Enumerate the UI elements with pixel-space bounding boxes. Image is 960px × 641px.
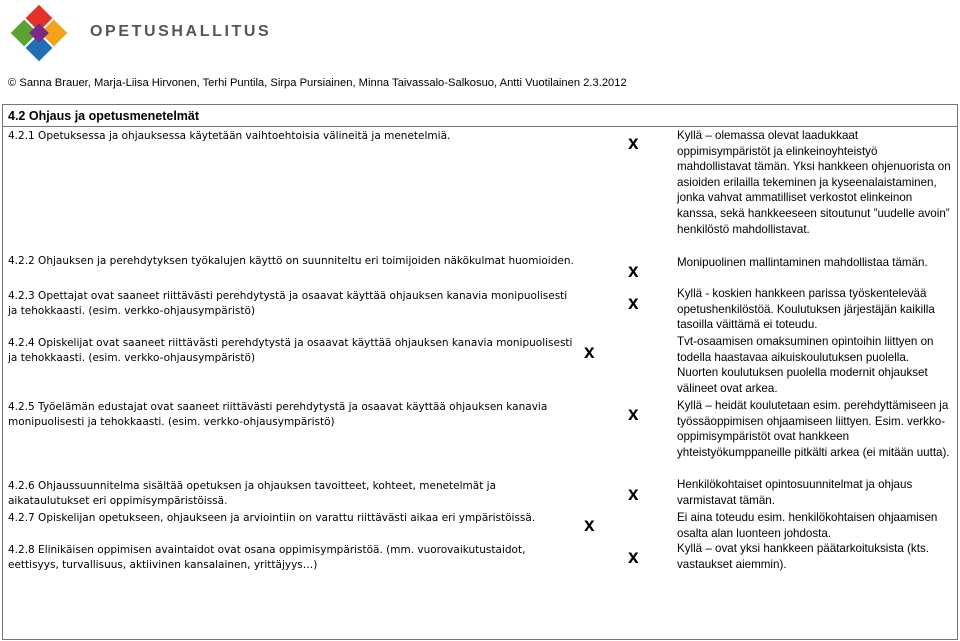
- item-4-2-7: 4.2.7 Opiskelijan opetukseen, ohjaukseen ja arviointiin on varattu riittävästi aikaa eri ympäristöissä.: [8, 512, 536, 524]
- comment-4-2-5: Kyllä – heidät koulutetaan esim. perehdyttämiseen ja työssäoppimisen ohjaamiseen liittyen. Esim. verkko-oppimisympäristöt ovat hankkeen yhteistyökumppaneille pitkälti arkea (ei mitään uutta).: [677, 399, 950, 459]
- opetushallitus-logo: [8, 2, 272, 64]
- comment-4-2-7: Ei aina toteudu esim. henkilökohtaisen ohjaamisen osalta alan luonteen johdosta.: [677, 511, 938, 540]
- evaluation-table: [2, 104, 958, 640]
- comment-4-2-6: Henkilökohtaiset opintosuunnitelmat ja ohjaus varmistavat tämän.: [677, 478, 913, 507]
- item-4-2-5: 4.2.5 Työelämän edustajat ovat saaneet riittävästi perehdytystä ja osaavat käyttää ohjauksen kanavia monipuolisesti ja tehokkaasti. (esim. verkko-ohjausympäristö): [8, 401, 548, 429]
- item-4-2-1: 4.2.1 Opetuksessa ja ohjauksessa käytetään vaihtoehtoisia välineitä ja menetelmiä.: [8, 130, 451, 142]
- item-4-2-3: 4.2.3 Opettajat ovat saaneet riittävästi perehdytystä ja osaavat käyttää ohjauksen kanavia monipuolisesti ja tehokkaasti. (esim. verkko-ohjausympäristö): [8, 290, 568, 318]
- check-mark: x: [584, 515, 595, 536]
- comment-4-2-1: Kyllä – olemassa olevat laadukkaat oppimisympäristöt ja elinkeinoyhteistyö mahdollistavat tämän. Yksi hankkeen ohjenuorista on asioiden erilailla tekeminen ja kyseenalaistaminen, jonka vahvat ammatilliset verkostot elinkeinon kanssa, sekä hankkeeseen sitoutunut ”uudelle avoin” henkilöstö mahdollistavat.: [677, 129, 951, 236]
- check-mark: x: [584, 342, 595, 363]
- logo-mark-icon: [8, 2, 70, 64]
- check-mark: x: [628, 133, 639, 154]
- comment-4-2-3: Kyllä - koskien hankkeen parissa työskentelevää opetushenkilöstöä. Koulutuksen järjestäjän kaikilla tasoilla väittämä ei toteudu.: [677, 287, 935, 332]
- check-mark: x: [628, 547, 639, 568]
- check-mark: x: [628, 484, 639, 505]
- check-mark: x: [628, 293, 639, 314]
- comment-4-2-8: Kyllä – ovat yksi hankkeen päätarkoituksista (kts. vastaukset aiemmin).: [677, 542, 929, 571]
- check-mark: x: [628, 404, 639, 425]
- check-mark: x: [628, 261, 639, 282]
- item-4-2-8: 4.2.8 Elinikäisen oppimisen avaintaidot ovat osana oppimisympäristöä. (mm. vuorovaikutustaidot, eettisyys, turvallisuus, aktiivinen kansalainen, yrittäjyys…): [8, 544, 526, 572]
- table-divider: [3, 126, 957, 127]
- copyright-credit: © Sanna Brauer, Marja-Liisa Hirvonen, Terhi Puntila, Sirpa Pursiainen, Minna Taivassalo-Salkosuo, Antti Vuotilainen 2.3.2012: [8, 77, 627, 89]
- comment-4-2-2: Monipuolinen mallintaminen mahdollistaa tämän.: [677, 256, 928, 269]
- logo-wordmark: OPETUSHALLITUS: [90, 23, 272, 40]
- section-title: 4.2 Ohjaus ja opetusmenetelmät: [8, 109, 200, 123]
- item-4-2-4: 4.2.4 Opiskelijat ovat saaneet riittävästi perehdytystä ja osaavat käyttää ohjauksen kanavia monipuolisesti ja tehokkaasti. (esim. verkko-ohjausympäristö): [8, 337, 573, 365]
- item-4-2-6: 4.2.6 Ohjaussuunnitelma sisältää opetuksen ja ohjauksen tavoitteet, kohteet, menetelmät ja aikataulutukset eri oppimisympäristöissä.: [8, 480, 497, 508]
- item-4-2-2: 4.2.2 Ohjauksen ja perehdytyksen työkalujen käyttö on suunniteltu eri toimijoiden näkökulmat huomioiden.: [8, 255, 574, 267]
- comment-4-2-4: Tvt-osaamisen omaksuminen opintoihin liittyen on todella haastavaa aikuiskoulutuksen puolella. Nuorten koulutuksen puolella modernit ohjaukset välineet ovat arkea.: [677, 335, 934, 395]
